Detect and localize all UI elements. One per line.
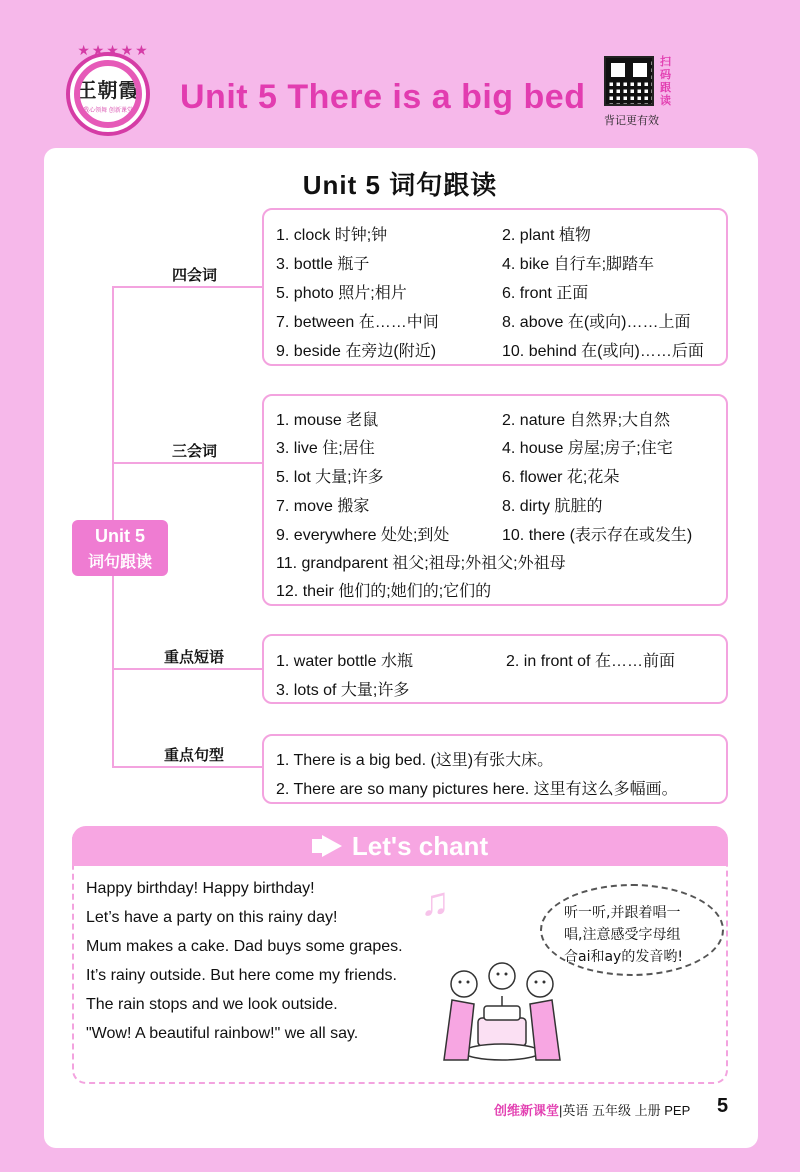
word-item: 8. dirty 肮脏的 (502, 498, 603, 515)
phrase-item: 2. in front of 在……前面 (506, 653, 675, 670)
page-number: 5 (717, 1095, 729, 1117)
word-item: 4. bike 自行车;脚踏车 (502, 256, 655, 273)
qr-side-label: 扫码跟读 (660, 56, 671, 107)
branch-line-phrases (112, 668, 262, 670)
speech-line: 听一听,并跟着唱一 (564, 905, 681, 921)
chant-line: The rain stops and we look outside. (86, 996, 338, 1013)
word-item: 2. plant 植物 (502, 227, 591, 244)
sentence-item: 1. There is a big bed. (这里)有张大床。 (276, 752, 554, 769)
category-phrases: 重点短语 (164, 649, 225, 666)
root-label-unit: Unit 5 (94, 526, 145, 546)
logo-text: 王朝霞 (76, 78, 140, 102)
word-item: 6. front 正面 (502, 285, 589, 302)
section-title: Unit 5 词句跟读 (302, 170, 498, 200)
birthday-kids-illustration (438, 956, 566, 1066)
music-note-icon: ♫ (420, 880, 450, 924)
chant-line: It’s rainy outside. But here come my friends. (86, 967, 397, 984)
chant-line: Let’s have a party on this rainy day! (86, 909, 338, 926)
word-item: 10. there (表示存在或发生) (502, 527, 693, 544)
sentences-box (262, 734, 728, 804)
chant-line: "Wow! A beautiful rainbow!" we all say. (86, 1025, 359, 1042)
word-item: 4. house 房屋;房子;住宅 (502, 440, 673, 457)
chant-header (72, 826, 728, 866)
word-item: 1. mouse 老鼠 (276, 412, 379, 429)
category-three-skills: 三会词 (172, 443, 218, 460)
speech-bubble (540, 884, 724, 976)
phrase-item: 3. lots of 大量;许多 (276, 682, 410, 699)
root-label-text: 词句跟读 (87, 554, 152, 571)
chant-title: Let's chant (351, 830, 489, 861)
qr-caption: 背记更有效 (604, 115, 659, 127)
brand-logo (66, 42, 150, 136)
word-item: 7. move 搬家 (276, 498, 370, 515)
category-four-skills: 四会词 (172, 267, 218, 284)
logo-ring (74, 60, 142, 128)
root-label (72, 520, 168, 576)
phrase-item: 1. water bottle 水瓶 (276, 653, 413, 670)
word-item: 3. bottle 瓶子 (276, 256, 370, 273)
sentence-item: 2. There are so many pictures here. 这里有这么多幅画。 (276, 781, 678, 798)
chant-line: Mum makes a cake. Dad buys some grapes. (86, 938, 403, 955)
word-item: 2. nature 自然界;大自然 (502, 412, 671, 429)
word-item: 9. beside 在旁边(附近) (276, 343, 437, 360)
three-skills-box (262, 394, 728, 606)
category-sentences: 重点句型 (164, 747, 225, 764)
word-item: 12. their 他们的;她们的;它们的 (276, 583, 492, 600)
word-item: 3. live 住;居住 (276, 440, 375, 457)
word-item: 11. grandparent 祖父;祖母;外祖父;外祖母 (276, 555, 566, 572)
phrases-box (262, 634, 728, 704)
chant-line: Happy birthday! Happy birthday! (86, 880, 315, 897)
word-item: 9. everywhere 处处;到处 (276, 527, 450, 544)
speech-line: 唱,注意感受字母组 (564, 927, 681, 943)
word-item: 5. lot 大量;许多 (276, 469, 384, 486)
qr-code-icon[interactable] (604, 56, 654, 106)
page-header (0, 0, 800, 150)
word-item: 10. behind 在(或向)……后面 (502, 343, 704, 360)
footer-brand: 创维新课堂 (494, 1103, 560, 1118)
four-skills-box (262, 208, 728, 366)
word-item: 1. clock 时钟;钟 (276, 227, 388, 244)
megaphone-icon (312, 835, 344, 857)
word-item: 7. between 在……中间 (276, 314, 439, 331)
footer-info: |英语 五年级 上册 PEP (559, 1103, 691, 1118)
word-item: 8. above 在(或向)……上面 (502, 314, 691, 331)
page-footer (494, 1100, 690, 1119)
speech-line: 合ai和ay的发音哟! (564, 949, 683, 965)
logo-slogan: 我心领舞 创新课堂 (83, 108, 133, 114)
branch-line-three (112, 462, 262, 464)
branch-line-four (112, 286, 262, 288)
branch-line-sentences (112, 766, 262, 768)
unit-title: Unit 5 There is a big bed (180, 78, 586, 116)
word-item: 5. photo 照片;相片 (276, 285, 407, 302)
star-icons: ★ ★ ★ ★ ★ (77, 42, 147, 58)
word-item: 6. flower 花;花朵 (502, 469, 620, 486)
